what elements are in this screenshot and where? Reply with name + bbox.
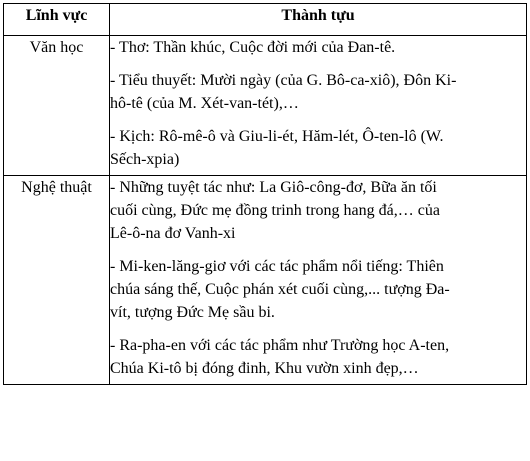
text-line: Chúa Ki-tô bị đóng đinh, Khu vườn xinh đẹp,… — [110, 360, 419, 377]
achievement-item — [110, 334, 526, 380]
table-row-literature — [4, 36, 527, 176]
header-field: Lĩnh vực — [4, 4, 110, 36]
header-row — [4, 4, 527, 36]
achievement-item — [110, 176, 526, 245]
achievement-item — [110, 69, 526, 115]
achievement-cell — [110, 36, 527, 176]
achievement-item — [110, 255, 526, 324]
text-line: - Những tuyệt tác như: La Giô-công-đơ, Bữa ăn tối — [110, 179, 437, 196]
table-row-art — [4, 176, 527, 385]
text-line: hô-tê (của M. Xét-van-tét),… — [110, 95, 299, 112]
text-line: Sếch-xpia) — [110, 151, 180, 168]
field-cell: Văn học — [4, 36, 110, 176]
achievements-table — [3, 3, 527, 385]
text-line: cuối cùng, Đức mẹ đồng trinh trong hang đá,… của — [110, 202, 440, 219]
text-line: - Kịch: Rô-mê-ô và Giu-li-ét, Hăm-lét, Ô-ten-lô (W. — [110, 128, 444, 145]
text-line: chúa sáng thế, Cuộc phán xét cuối cùng,... tượng Đa- — [110, 281, 450, 298]
text-line: - Tiểu thuyết: Mười ngày (của G. Bô-ca-xiô), Đôn Ki- — [110, 72, 457, 89]
field-cell: Nghệ thuật — [4, 176, 110, 385]
achievement-item — [110, 125, 526, 171]
achievement-cell — [110, 176, 527, 385]
text-line: - Mi-ken-lăng-giơ với các tác phẩm nổi tiếng: Thiên — [110, 258, 444, 275]
text-line: Lê-ô-na đơ Vanh-xi — [110, 225, 236, 242]
achievement-item — [110, 36, 526, 59]
text-line: - Thơ: Thần khúc, Cuộc đời mới của Đan-tê. — [110, 39, 396, 56]
text-line: vít, tượng Đức Mẹ sầu bi. — [110, 304, 275, 321]
text-line: - Ra-pha-en với các tác phẩm như Trường học A-ten, — [110, 337, 450, 354]
header-achievement: Thành tựu — [110, 4, 527, 36]
